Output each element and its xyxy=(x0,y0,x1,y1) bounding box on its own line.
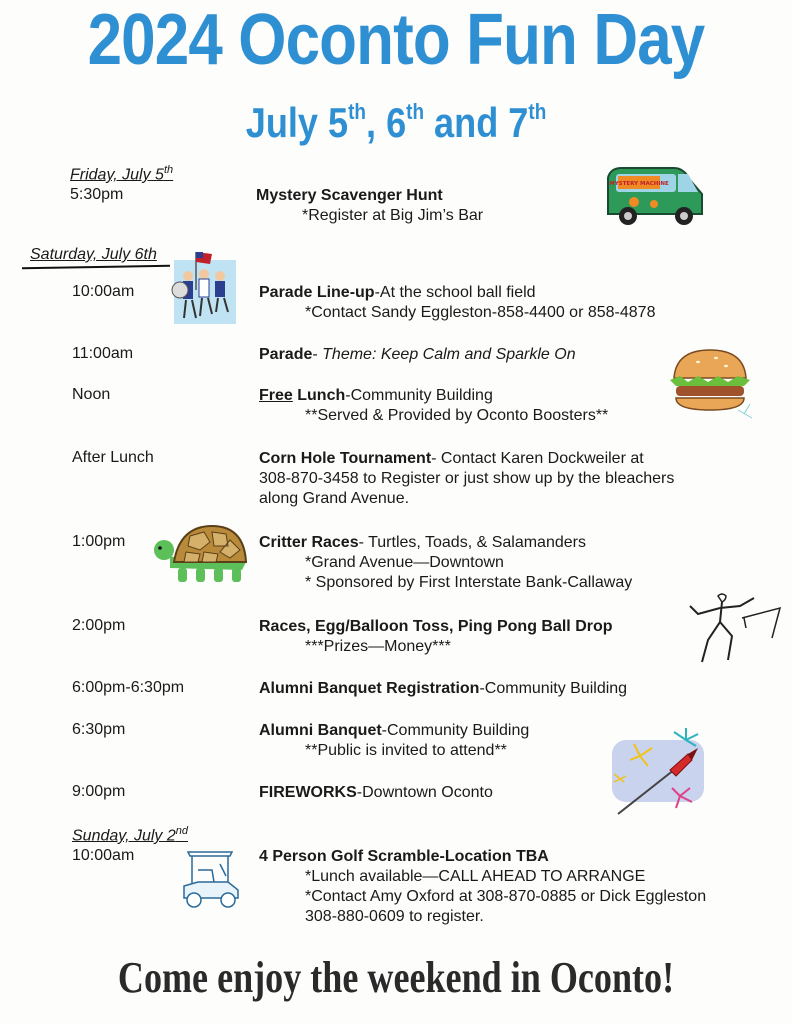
event-time: 11:00am xyxy=(72,345,134,362)
mystery-van-icon xyxy=(604,164,706,228)
event-time: Noon xyxy=(72,386,111,403)
event-time: 9:00pm xyxy=(72,783,126,800)
day-heading-friday: Friday, July 5th xyxy=(70,164,174,184)
golf-cart-icon xyxy=(178,846,244,912)
svg-text:MYSTERY MACHINE: MYSTERY MACHINE xyxy=(609,181,669,187)
divider-rule xyxy=(22,265,170,270)
event-golf-scramble: 4 Person Golf Scramble-Location TBA *Lunch available—CALL AHEAD TO ARRANGE *Contact Amy Oxford at 308-870-0885 or Dick Eggleston 308-880-0609 to register. xyxy=(259,848,707,925)
fireworks-icon xyxy=(604,726,708,818)
event-parade-lineup: Parade Line-up-At the school ball field *Contact Sandy Eggleston-858-4400 or 858-4878 xyxy=(259,284,656,321)
event-free-lunch: Free Lunch-Community Building **Served & Provided by Oconto Boosters** xyxy=(259,387,609,424)
event-fireworks: FIREWORKS-Downtown Oconto xyxy=(259,784,493,801)
day-heading-sunday: Sunday, July 2nd xyxy=(72,825,189,845)
day-heading-saturday: Saturday, July 6th xyxy=(30,246,157,263)
hamburger-icon xyxy=(664,344,756,424)
event-time: 1:00pm xyxy=(72,533,126,550)
event-alumni-banquet: Alumni Banquet-Community Building **Public is invited to attend** xyxy=(259,722,530,759)
event-time: 2:00pm xyxy=(72,617,126,634)
event-parade: Parade- Theme: Keep Calm and Sparkle On xyxy=(259,346,576,363)
event-time: After Lunch xyxy=(72,449,154,466)
footer-slogan: Come enjoy the weekend in Oconto! xyxy=(117,953,675,1002)
event-time: 10:00am xyxy=(72,847,135,864)
turtle-icon xyxy=(150,522,252,586)
runner-icon xyxy=(684,588,784,670)
event-time: 6:30pm xyxy=(72,721,126,738)
poster-dates: July 5th, 6th and 7th xyxy=(245,99,547,146)
event-scavenger-hunt: Mystery Scavenger Hunt *Register at Big Jim’s Bar xyxy=(256,187,484,224)
poster-title: 2024 Oconto Fun Day xyxy=(87,0,705,80)
event-corn-hole: Corn Hole Tournament- Contact Karen Dockweiler at 308-870-3458 to Register or just show up by the bleachers along Grand Avenue. xyxy=(259,450,675,507)
event-time: 10:00am xyxy=(72,283,135,300)
event-time: 6:00pm-6:30pm xyxy=(72,679,185,696)
event-time: 5:30pm xyxy=(70,186,124,203)
parade-icon xyxy=(170,250,236,324)
event-races: Races, Egg/Balloon Toss, Ping Pong Ball Drop ***Prizes—Money*** xyxy=(259,618,613,655)
event-banquet-registration: Alumni Banquet Registration-Community Building xyxy=(259,680,628,697)
event-critter-races: Critter Races- Turtles, Toads, & Salamanders *Grand Avenue—Downtown * Sponsored by First Interstate Bank-Callaway xyxy=(259,534,633,591)
